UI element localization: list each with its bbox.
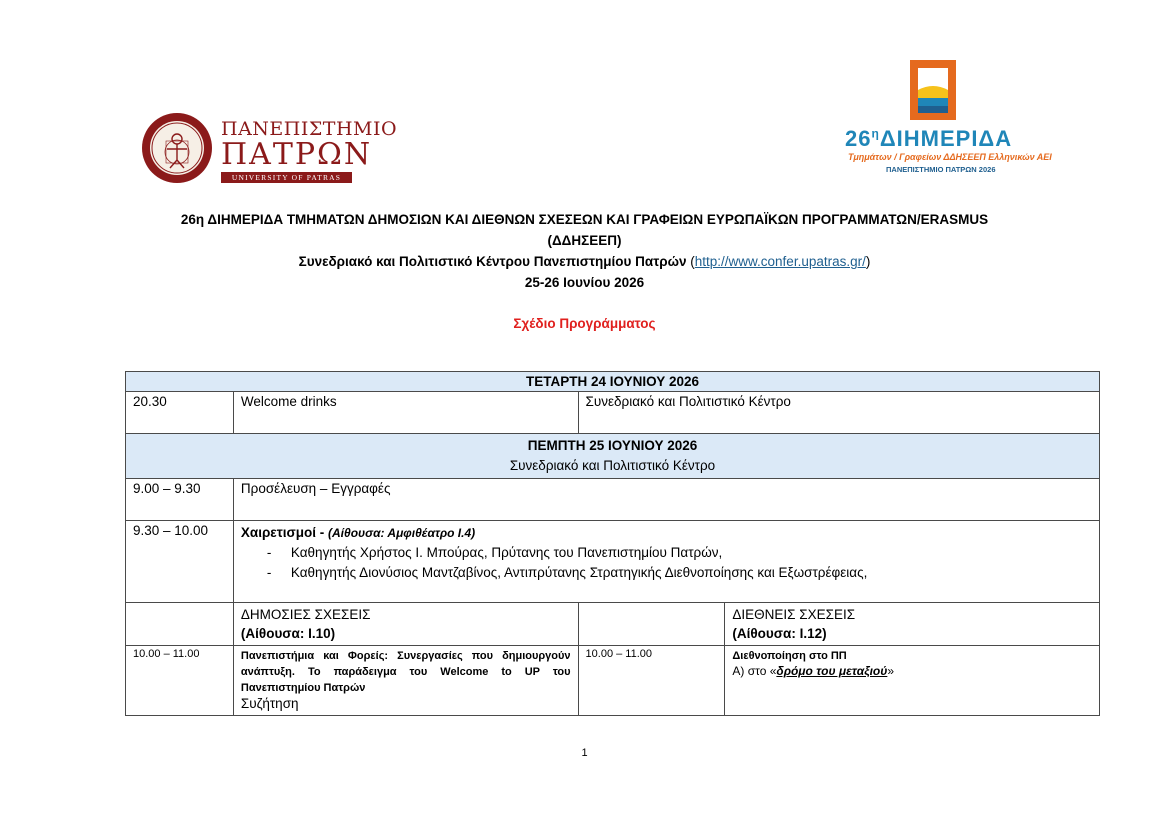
day-title: ΤΕΤΑΡΤΗ 24 ΙΟΥΝΙΟΥ 2026 bbox=[525, 374, 700, 389]
university-english-name: UNIVERSITY OF PATRAS bbox=[221, 172, 352, 183]
time-cell: 9.30 – 10.00 bbox=[126, 521, 234, 603]
session-title: Πανεπιστήμια και Φορείς: Συνεργασίες που δημιουργούν ανάπτυξη. Το παράδειγμα του Welcome to UP του Πανεπιστημίου Πατρών bbox=[240, 650, 571, 694]
day-header-row bbox=[126, 372, 1100, 392]
time-cell: 10.00 – 11.00 bbox=[578, 646, 725, 716]
public-relations-track: ΔΗΜΟΣΙΕΣ ΣΧΕΣΕΙΣ (Αίθουσα: Ι.10) bbox=[233, 603, 578, 646]
event-gate-icon bbox=[910, 60, 956, 120]
day-title: ΠΕΜΠΤΗ 25 ΙΟΥΝΙΟΥ 2026 bbox=[527, 438, 698, 453]
event-dates: 25-26 Ιουνίου 2026 bbox=[524, 275, 645, 290]
table-row bbox=[126, 479, 1100, 521]
event-cell: Welcome drinks bbox=[233, 392, 578, 434]
international-relations-track: ΔΙΕΘΝΕΙΣ ΣΧΕΣΕΙΣ (Αίθουσα: Ι.12) bbox=[725, 603, 1100, 646]
document-title-acronym: (ΔΔΗΣΕΕΠ) bbox=[547, 233, 622, 248]
time-cell: 9.00 – 9.30 bbox=[126, 479, 234, 521]
day-header-row bbox=[126, 434, 1100, 479]
list-item: - Καθηγητής Χρήστος Ι. Μπούρας, Πρύτανης του Πανεπιστημίου Πατρών, bbox=[266, 545, 723, 560]
university-name-line2: ΠΑΤΡΩΝ bbox=[221, 137, 373, 172]
day-venue: Συνεδριακό και Πολιτιστικό Κέντρο bbox=[509, 458, 716, 473]
venue-link[interactable]: http://www.confer.upatras.gr/ bbox=[694, 254, 866, 269]
university-of-patras-logo bbox=[141, 112, 398, 184]
draft-program-label: Σχέδιο Προγράμματος bbox=[513, 316, 656, 331]
program-table bbox=[125, 371, 1100, 716]
table-row bbox=[126, 646, 1100, 716]
session-cell bbox=[725, 646, 1100, 716]
time-cell: 20.30 bbox=[126, 392, 234, 434]
session-note: Συζήτηση bbox=[240, 696, 299, 711]
welcome-cell bbox=[233, 521, 1099, 603]
table-row bbox=[126, 521, 1100, 603]
list-item: - Καθηγητής Διονύσιος Μαντζαβίνος, Αντιπρύτανης Στρατηγικής Διεθνοποίησης και Εξωστρέφειας, bbox=[266, 565, 868, 580]
venue-line: Συνεδριακό και Πολιτιστικό Κέντρου Πανεπιστημίου Πατρών (http://www.confer.upatras.gr/) bbox=[298, 254, 871, 269]
university-seal-icon bbox=[141, 112, 213, 184]
university-name-line1: ΠΑΝΕΠΙΣΤΗΜΙΟ bbox=[221, 118, 398, 140]
welcome-title: Χαιρετισμοί - bbox=[240, 525, 325, 540]
event-cell: Προσέλευση – Εγγραφές bbox=[233, 479, 1099, 521]
tracks-row bbox=[126, 603, 1100, 646]
event-subtitle: Τμημάτων / Γραφείων ΔΔΗΣΕΕΠ Ελληνικών ΑΕΙ bbox=[848, 152, 1052, 162]
welcome-room: (Αίθουσα: Αμφιθέατρο Ι.4) bbox=[328, 526, 476, 540]
table-row bbox=[126, 392, 1100, 434]
university-wordmark bbox=[221, 118, 397, 183]
session-subtopic: Α) στο «δρόμο του μεταξιού» bbox=[732, 664, 895, 678]
session-cell bbox=[233, 646, 578, 716]
time-cell: 10.00 – 11.00 bbox=[126, 646, 234, 716]
event-place: ΠΑΝΕΠΙΣΤΗΜΙΟ ΠΑΤΡΩΝ 2026 bbox=[886, 165, 996, 174]
document-title: 26η ΔΙΗΜΕΡΙΔΑ ΤΜΗΜΑΤΩΝ ΔΗΜΟΣΙΩΝ ΚΑΙ ΔΙΕΘΝΩΝ ΣΧΕΣΕΩΝ ΚΑΙ ΓΡΑΦΕΙΩΝ ΕΥΡΩΠΑΪΚΩΝ ΠΡΟΓΡΑΜΜΑΤΩΝ/ERASMUS bbox=[180, 212, 989, 227]
event-title: $26^\eta\Delta IHMEPI\Delta A$ bbox=[845, 126, 1013, 151]
page-number: 1 bbox=[581, 747, 588, 759]
session-title: Διεθνοποίηση στο ΠΠ bbox=[732, 650, 847, 662]
place-cell: Συνεδριακό και Πολιτιστικό Κέντρο bbox=[578, 392, 1099, 434]
event-logo bbox=[838, 60, 1052, 178]
